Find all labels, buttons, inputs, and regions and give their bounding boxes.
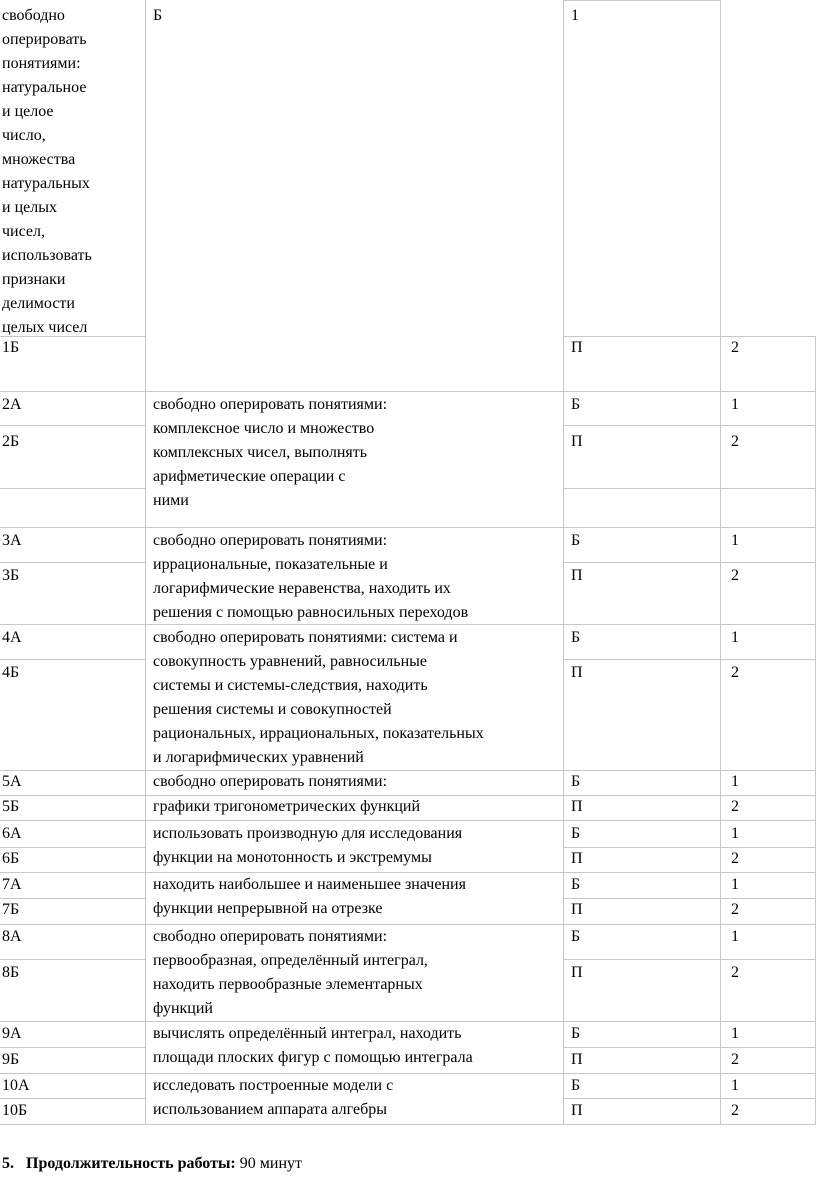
- text-line: иррациональные, показательные и: [153, 556, 388, 573]
- duration-label: Продолжительность работы:: [26, 1155, 236, 1172]
- text-line: решения с помощью равносильных переходов: [153, 604, 469, 621]
- requirement-text: свободно оперировать понятиями:: [153, 773, 388, 790]
- text-line: вычислять определённый интеграл, находить: [153, 1025, 462, 1042]
- requirement-text: [153, 393, 387, 513]
- text-line: использовать: [2, 247, 92, 264]
- text-line: первообразная, определённый интеграл,: [153, 952, 428, 969]
- task-number: 2А: [2, 396, 22, 413]
- work-duration: [2, 1152, 302, 1176]
- max-points: 2: [731, 964, 739, 981]
- task-number: 4А: [2, 629, 22, 646]
- difficulty-level: Б: [571, 629, 581, 646]
- difficulty-level: Б: [571, 928, 581, 945]
- task-number: 8Б: [2, 964, 20, 981]
- text-line: системы и системы-следствия, находить: [153, 677, 428, 694]
- max-points: 2: [731, 567, 739, 584]
- section-number: 5.: [2, 1155, 14, 1172]
- difficulty-level: П: [571, 1051, 583, 1068]
- text-line: признаки: [2, 271, 66, 288]
- text-line: и целое: [2, 103, 54, 120]
- max-points: 2: [731, 1102, 739, 1119]
- text-line: свободно оперировать понятиями: система и: [153, 629, 458, 646]
- difficulty-level: Б: [571, 876, 581, 893]
- difficulty-level: Б: [153, 7, 163, 24]
- duration-value: 90 минут: [239, 1155, 303, 1172]
- text-line: находить наибольшее и наименьшее значения: [153, 876, 466, 893]
- text-line: логарифмические неравенства, находить их: [153, 580, 451, 597]
- requirement-text: [153, 626, 484, 770]
- task-number: 1Б: [2, 339, 20, 356]
- difficulty-level: П: [571, 901, 583, 918]
- difficulty-level: П: [571, 850, 583, 867]
- requirement-text: графики тригонометрических функций: [153, 798, 421, 815]
- requirement-text: [2, 4, 92, 340]
- text-line: комплексное число и множество: [153, 420, 375, 437]
- text-line: свободно оперировать понятиями:: [153, 928, 388, 945]
- task-number: 6Б: [2, 850, 20, 867]
- difficulty-level: Б: [571, 773, 581, 790]
- difficulty-level: Б: [571, 532, 581, 549]
- text-line: натуральных: [2, 175, 90, 192]
- requirement-text: [153, 1074, 393, 1122]
- difficulty-level: Б: [571, 1025, 581, 1042]
- text-line: и целых: [2, 199, 57, 216]
- difficulty-level: П: [571, 433, 583, 450]
- text-line: и логарифмических уравнений: [153, 749, 364, 766]
- text-line: комплексных чисел, выполнять: [153, 444, 368, 461]
- text-line: ними: [153, 492, 189, 509]
- text-line: арифметические операции с: [153, 468, 346, 485]
- text-line: рациональных, иррациональных, показательных: [153, 725, 484, 742]
- text-line: чисел,: [2, 223, 45, 240]
- max-points: 1: [731, 876, 739, 893]
- text-line: функции непрерывной на отрезке: [153, 900, 383, 917]
- text-line: свободно оперировать понятиями:: [153, 532, 388, 549]
- text-line: функции на монотонность и экстремумы: [153, 849, 432, 866]
- task-number: 5Б: [2, 798, 20, 815]
- max-points: 1: [731, 396, 739, 413]
- difficulty-level: П: [571, 567, 583, 584]
- task-number: 2Б: [2, 433, 20, 450]
- max-points: 1: [731, 1025, 739, 1042]
- task-number: 9А: [2, 1025, 22, 1042]
- max-points: 2: [731, 798, 739, 815]
- text-line: делимости: [2, 295, 75, 312]
- difficulty-level: Б: [571, 825, 581, 842]
- max-points: 1: [571, 7, 579, 24]
- task-number: 10А: [2, 1077, 30, 1094]
- requirement-text: [153, 529, 468, 625]
- task-number: 4Б: [2, 664, 20, 681]
- task-number: 5А: [2, 773, 22, 790]
- max-points: 2: [731, 339, 739, 356]
- text-line: понятиями:: [2, 55, 81, 72]
- text-line: функций: [153, 1000, 213, 1017]
- max-points: 1: [731, 1077, 739, 1094]
- task-number: 9Б: [2, 1051, 20, 1068]
- text-line: находить первообразные элементарных: [153, 976, 423, 993]
- text-line: оперировать: [2, 31, 87, 48]
- max-points: 2: [731, 433, 739, 450]
- text-line: число,: [2, 127, 46, 144]
- text-line: использованием аппарата алгебры: [153, 1101, 387, 1118]
- text-line: множества: [2, 151, 76, 168]
- difficulty-level: П: [571, 339, 583, 356]
- text-line: натуральное: [2, 79, 87, 96]
- task-number: 7Б: [2, 901, 20, 918]
- task-number: 3Б: [2, 567, 20, 584]
- task-number: 8А: [2, 928, 22, 945]
- text-line: площади плоских фигур с помощью интеграла: [153, 1049, 473, 1066]
- difficulty-level: П: [571, 664, 583, 681]
- difficulty-level: П: [571, 964, 583, 981]
- text-line: свободно оперировать понятиями:: [153, 396, 388, 413]
- max-points: 2: [731, 664, 739, 681]
- text-line: использовать производную для исследования: [153, 825, 463, 842]
- max-points: 2: [731, 850, 739, 867]
- difficulty-level: П: [571, 1102, 583, 1119]
- text-line: свободно: [2, 7, 65, 24]
- requirement-text: [153, 1022, 473, 1070]
- requirement-text: [153, 822, 462, 870]
- difficulty-level: Б: [571, 1077, 581, 1094]
- max-points: 1: [731, 825, 739, 842]
- max-points: 2: [731, 1051, 739, 1068]
- text-line: целых чисел: [2, 319, 88, 336]
- task-number: 6А: [2, 825, 22, 842]
- max-points: 1: [731, 629, 739, 646]
- text-line: решения системы и совокупностей: [153, 701, 392, 718]
- max-points: 1: [731, 532, 739, 549]
- text-line: совокупность уравнений, равносильные: [153, 653, 427, 670]
- task-number: 3А: [2, 532, 22, 549]
- requirement-text: [153, 925, 428, 1021]
- task-number: 7А: [2, 876, 22, 893]
- max-points: 1: [731, 773, 739, 790]
- max-points: 1: [731, 928, 739, 945]
- max-points: 2: [731, 901, 739, 918]
- difficulty-level: П: [571, 798, 583, 815]
- requirement-text: [153, 873, 466, 921]
- task-number: 10Б: [2, 1102, 28, 1119]
- text-line: исследовать построенные модели с: [153, 1077, 394, 1094]
- difficulty-level: Б: [571, 396, 581, 413]
